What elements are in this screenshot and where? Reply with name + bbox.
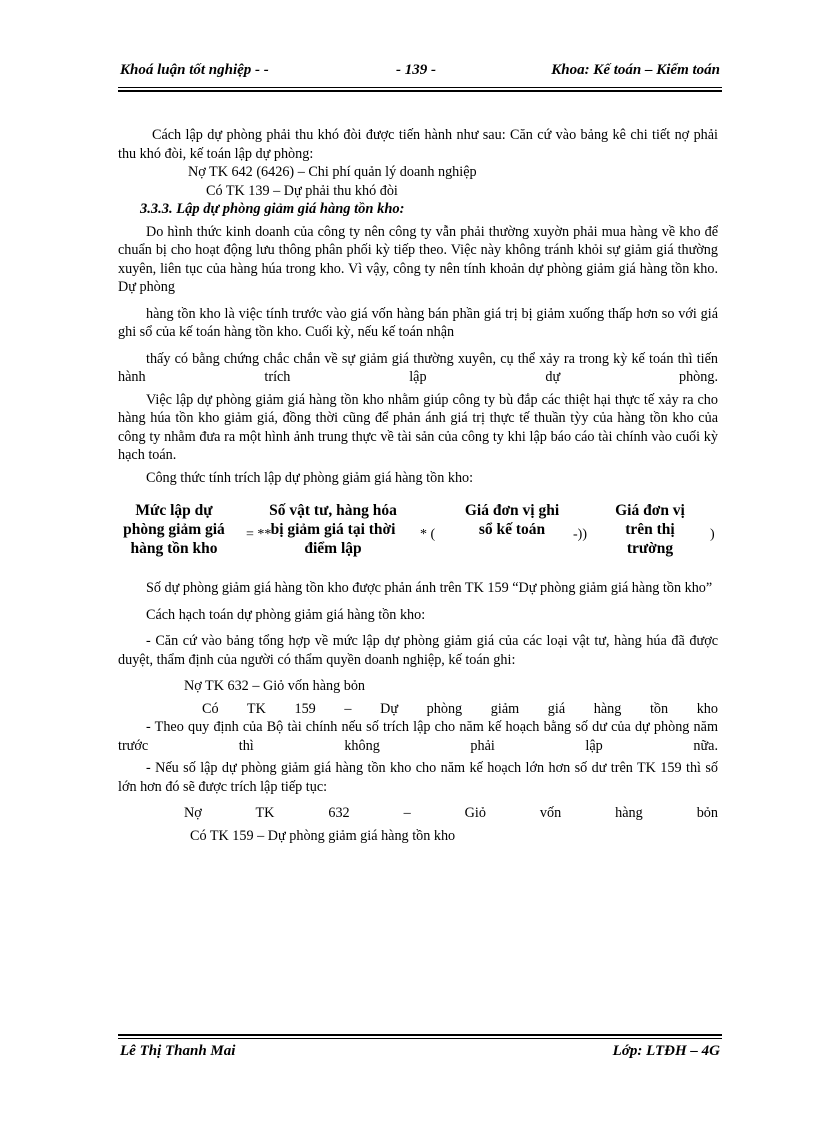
entry2-debit: Nợ TK 632 – Giỏ vốn hàng bỏn [184,678,366,694]
entry3-credit: Có TK 159 – Dự phòng giảm giá hàng tồn kho [190,827,456,844]
formula-term-quantity: Số vật tư, hàng hóa bị giảm giá tại thời điểm lập [269,502,397,557]
formula-minus: -)) [573,527,587,542]
footer-rule-thin [118,1038,722,1039]
page-number: - 139 - [396,62,436,78]
page-footer [120,1043,720,1065]
footer-class: Lớp: LTĐH – 4G [612,1043,720,1059]
paragraph-receivable-provision: Cách lập dự phòng phải thu khó đòi được tiến hành như sau: Căn cứ vào bảng kê chi tiết nợ phải thu khó đòi, kế toán lập dự phòng: [118,127,718,162]
formula-times: * ( [420,527,436,542]
footer-author: Lê Thị Thanh Mai [120,1043,236,1059]
entry1-credit: Có TK 139 – Dự phải thu khó đòi [206,182,398,199]
entry1-debit: Nợ TK 642 (6426) – Chi phí quản lý doanh nghiệp [188,164,477,180]
formula-term-provision-level: Mức lập dự phòng giảm giá hàng tồn kho [123,502,225,557]
paragraph-accounting-method: Cách hạch toán dự phòng giảm giá hàng tồn kho: [146,606,426,623]
paragraph-evidence: thấy có bằng chứng chắc chắn về sự giảm giá thường xuyên, cụ thể xảy ra trong kỳ kế toán thì tiến hành trích lập dự phòng. [118,350,718,385]
paragraph-inventory-definition: hàng tồn kho là việc tính trước vào giá vốn hàng bán phần giá trị bị giảm xuống thấp hơn so với giá ghi sổ của kế toán hàng tồn kho. Cuối kỳ, nếu kế toán nhận [118,305,718,340]
paragraph-excess-provision: - Nếu số lập dự phòng giảm giá hàng tồn kho cho năm kế hoạch lớn hơn số dư trên TK 159 thì số lớn hơn đó sẽ được trích lập tiếp tục: [118,760,718,795]
paragraph-formula-intro: Công thức tính trích lập dự phòng giảm giá hàng tồn kho: [146,469,474,486]
paragraph-account-159: Số dự phòng giảm giá hàng tồn kho được phản ánh trên TK 159 “Dự phòng giảm giá hàng tồn kho” [146,580,713,596]
formula-term-book-price: Giá đơn vị ghi sổ kế toán [464,502,560,538]
formula-equals: = ** [246,527,272,542]
header-rule-thin [118,87,722,88]
page-header [120,62,720,84]
formula-close: ) [710,527,715,542]
entry2-credit: Có TK 159 – Dự phòng giảm giá hàng tồn kho [202,700,718,717]
section-heading: 3.3.3. Lập dự phòng giảm giá hàng tồn kho: [140,201,405,217]
entry3-debit: Nợ TK 632 – Giỏ vốn hàng bỏn [184,805,718,821]
paragraph-business-form: Do hình thức kinh doanh của công ty nên công ty vẫn phải thường xuyờn phải mua hàng về kho để chuẩn bị cho hoạt động lưu thông phân phối kỳ tiếp theo. Việc này không tránh khỏi sự giảm giá thường xuyên, liên tục của hàng húa trong kho. Vì vậy, công ty nên tính khoản dự phòng giảm giá hàng tồn kho. Dự phòng [118,223,718,295]
provision-formula [118,501,718,579]
paragraph-ministry-rule: - Theo quy định của Bộ tài chính nếu số trích lập cho năm kế hoạch bằng số dư của dự phòng năm trước thì không phải lập nữa. [118,719,718,754]
header-faculty: Khoa: Kế toán – Kiểm toán [551,62,720,78]
paragraph-purpose: Việc lập dự phòng giảm giá hàng tồn kho nhằm giúp công ty bù đắp các thiệt hại thực tế xảy ra cho hàng húa tồn kho giảm giá, đồng thời cũng để phản ánh giá trị thực tế thuần tỳy của hàng tồn kho của công ty nhằm đưa ra một hình ảnh trung thực về tài sản của công ty khi lập báo cáo tài chính vào cuối kỳ hạch toán. [118,391,718,463]
page-body [118,126,718,845]
formula-term-market-price: Giá đơn vị trên thị trường [615,502,685,557]
header-thesis-title: Khoá luận tốt nghiệp - - [120,62,269,78]
footer-rule-thick [118,1034,722,1036]
paragraph-approved-summary: - Căn cứ vào bảng tổng hợp về mức lập dự phòng giảm giá của các loại vật tư, hàng húa đã được duyệt, thẩm định của người có thẩm quyền doanh nghiệp, kế toán ghi: [118,633,718,668]
header-rule-thick [118,90,722,92]
